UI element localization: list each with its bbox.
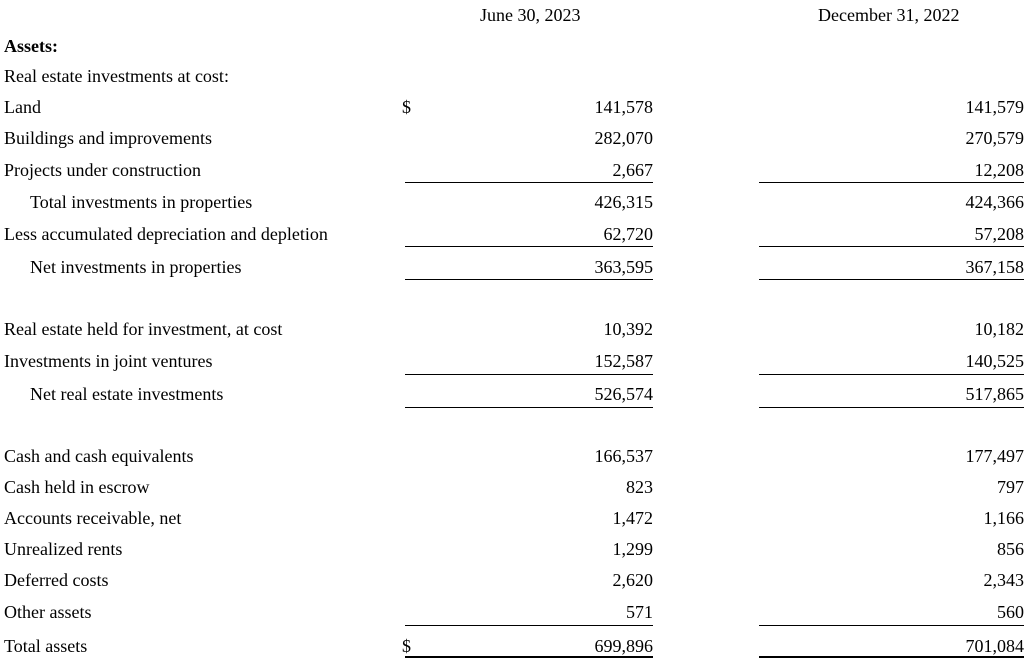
value-projects-2023: 2,667	[612, 160, 653, 180]
row-label-accounts-receivable: Accounts receivable, net	[4, 508, 182, 528]
value-net-real-estate-2023: 526,574	[594, 384, 653, 404]
value-cash-2023: 166,537	[594, 446, 653, 466]
value-unrealized-rents-2023: 1,299	[612, 539, 653, 559]
value-escrow-2022: 797	[997, 477, 1024, 497]
value-net-investments-2023: 363,595	[594, 257, 653, 277]
row-label-real-estate-held: Real estate held for investment, at cost	[4, 319, 283, 339]
row-label-projects: Projects under construction	[4, 160, 201, 180]
row-label-real-estate-at-cost: Real estate investments at cost:	[4, 66, 229, 86]
row-label-net-real-estate: Net real estate investments	[30, 384, 224, 404]
subtotal-rule	[405, 182, 653, 183]
value-deferred-costs-2023: 2,620	[612, 570, 653, 590]
value-other-assets-2023: 571	[626, 602, 653, 622]
subtotal-rule	[759, 246, 1024, 247]
value-unrealized-rents-2022: 856	[997, 539, 1024, 559]
value-total-assets-2022: 701,084	[965, 636, 1024, 656]
value-land-2022: 141,579	[965, 97, 1024, 117]
currency-symbol: $	[402, 97, 411, 117]
value-escrow-2023: 823	[626, 477, 653, 497]
subtotal-rule	[405, 625, 653, 626]
row-label-total-investments: Total investments in properties	[30, 192, 253, 212]
value-total-assets-2023: 699,896	[594, 636, 653, 656]
value-accounts-receivable-2022: 1,166	[983, 508, 1024, 528]
double-total-rule	[759, 656, 1024, 658]
value-joint-ventures-2023: 152,587	[594, 351, 653, 371]
value-total-investments-2022: 424,366	[965, 192, 1024, 212]
column-header-december-2022: December 31, 2022	[818, 5, 960, 25]
row-label-unrealized-rents: Unrealized rents	[4, 539, 123, 559]
value-buildings-2023: 282,070	[594, 128, 653, 148]
subtotal-rule	[759, 625, 1024, 626]
total-rule	[405, 279, 653, 280]
value-deferred-costs-2022: 2,343	[983, 570, 1024, 590]
section-title-assets: Assets:	[4, 36, 58, 56]
value-projects-2022: 12,208	[974, 160, 1024, 180]
row-label-land: Land	[4, 97, 41, 117]
value-net-investments-2022: 367,158	[965, 257, 1024, 277]
row-label-buildings: Buildings and improvements	[4, 128, 212, 148]
value-land-2023: 141,578	[594, 97, 653, 117]
value-net-real-estate-2022: 517,865	[965, 384, 1024, 404]
double-total-rule	[405, 656, 653, 658]
row-label-deferred-costs: Deferred costs	[4, 570, 109, 590]
value-joint-ventures-2022: 140,525	[965, 351, 1024, 371]
value-cash-2022: 177,497	[965, 446, 1024, 466]
row-label-escrow: Cash held in escrow	[4, 477, 150, 497]
value-buildings-2022: 270,579	[965, 128, 1024, 148]
total-rule	[405, 407, 653, 408]
row-label-total-assets: Total assets	[4, 636, 88, 656]
subtotal-rule	[405, 246, 653, 247]
row-label-net-investments: Net investments in properties	[30, 257, 242, 277]
row-label-cash: Cash and cash equivalents	[4, 446, 194, 466]
value-other-assets-2022: 560	[997, 602, 1024, 622]
value-real-estate-held-2022: 10,182	[974, 319, 1024, 339]
row-label-joint-ventures: Investments in joint ventures	[4, 351, 213, 371]
total-rule	[759, 407, 1024, 408]
value-real-estate-held-2023: 10,392	[603, 319, 653, 339]
subtotal-rule	[759, 374, 1024, 375]
subtotal-rule	[405, 374, 653, 375]
currency-symbol: $	[402, 636, 411, 656]
column-header-june-2023: June 30, 2023	[480, 5, 581, 25]
value-accounts-receivable-2023: 1,472	[612, 508, 653, 528]
value-accumulated-depreciation-2022: 57,208	[974, 224, 1024, 244]
subtotal-rule	[759, 182, 1024, 183]
row-label-accumulated-depreciation: Less accumulated depreciation and depletion	[4, 224, 328, 244]
row-label-other-assets: Other assets	[4, 602, 92, 622]
total-rule	[759, 279, 1024, 280]
value-total-investments-2023: 426,315	[594, 192, 653, 212]
value-accumulated-depreciation-2023: 62,720	[603, 224, 653, 244]
